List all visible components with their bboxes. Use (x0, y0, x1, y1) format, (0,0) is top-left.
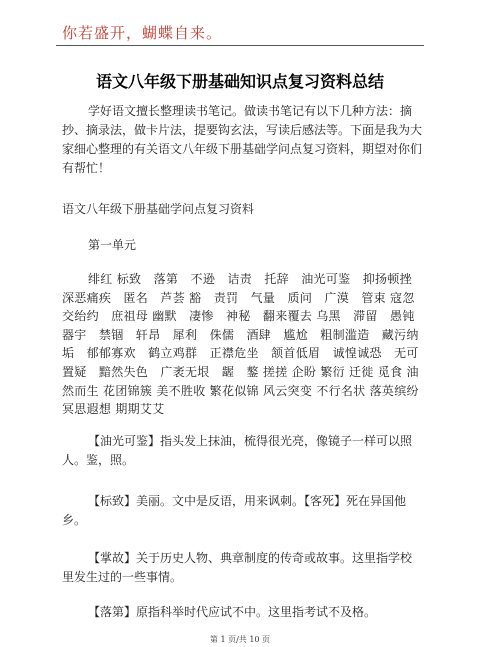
header-divider (56, 45, 424, 46)
vocabulary-list: 绯红 标致 落第 不逊 诘责 托辞 油光可鉴 抑扬顿挫 深恶痛疾 匿名 芦荟 豁 责罚 气量 质问 广漠 管束 寇忽 交绐约 庶祖母 幽默 凄惨 神秘 翻来覆去 乌黑 滞留 愚钝 器宇 禁锢 轩昂 犀利 侏儒 酒肆 尴尬 粗制滥造 藏污纳垢 郁郁寡欢 鹤立鸡群 正襟危坐 颔首低眉 诚惶诚恐 无可置疑 黯然失色 广袤无垠 龌 鏊 搓搓 企盼 繁衍 迁徙 觅食 油然而生 花团锦簇 美不胜收 繁花似锦 风云突变 不行名状 落英缤纷 冥思遐想 期期艾艾 (62, 272, 427, 417)
unit-heading: 第一单元 (88, 238, 137, 252)
definition-entry: 【掌故】关于历史人物、典章制度的传奇或故事。这里指学校里发生过的一些事情。 (62, 551, 413, 584)
definition-entry: 【标致】美丽。文中是反语，用来讽刺。【客死】死在异国他乡。 (62, 494, 407, 527)
definition-entry: 【油光可鉴】指头发上抹油，梳得很光亮，像镜子一样可以照人。鉴，照。 (62, 434, 413, 467)
intro-paragraph: 学好语文擅长整理读书笔记。做读书笔记有以下几种方法：摘抄、摘录法，做卡片法，提要钩玄法，写读后感法等。下面是我为大家细心整理的有关语文八年级下册基础学问点复习资料，期望对你们有帮忙！ (62, 104, 423, 175)
header-banner: 你若盛开，蝴蝶自来。 (62, 24, 223, 42)
page-indicator: 第 1 页/共 10 页 (209, 635, 271, 644)
document-title: 语文八年级下册基础知识点复习资料总结 (95, 72, 384, 91)
definition-entry: 【落第】原指科举时代应试不中。这里指考试不及格。 (88, 605, 377, 619)
section-heading: 语文八年级下册基础学问点复习资料 (62, 202, 255, 216)
